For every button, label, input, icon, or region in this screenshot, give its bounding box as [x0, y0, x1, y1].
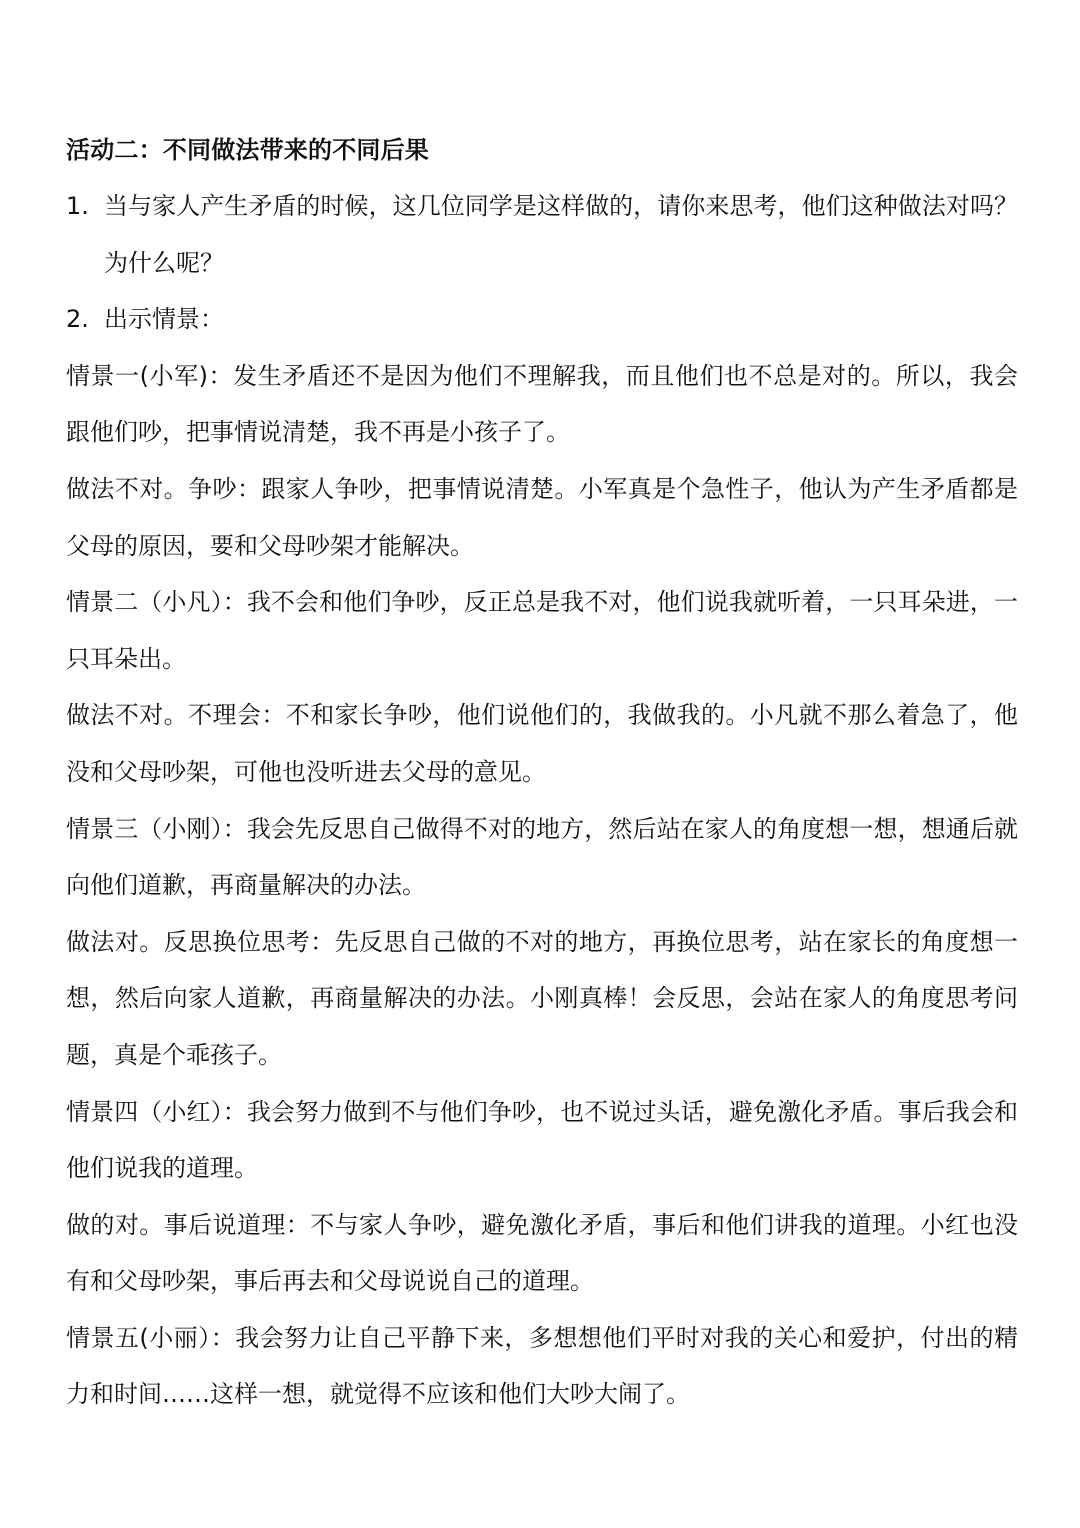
- activity-heading: 活动二：不同做法带来的不同后果: [66, 136, 429, 164]
- scenario-2: 情景二（小凡）：我不会和他们争吵，反正总是我不对，他们说我就听着，一只耳朵进，一只耳朵出。: [66, 588, 1018, 673]
- list-number: 1.: [66, 192, 89, 220]
- comment-3: 做法对。反思换位思考：先反思自己做的不对的地方，再换位思考，站在家长的角度想一想，然后向家人道歉，再商量解决的办法。小刚真棒！会反思，会站在家人的角度思考问题，真是个乖孩子。: [66, 927, 1018, 1069]
- list-number: 2.: [66, 305, 89, 334]
- scenario-5: 情景五(小丽）：我会努力让自己平静下来，多想想他们平时对我的关心和爱护，付出的精力和时间……这样一想，就觉得不应该和他们大吵大闹了。: [66, 1323, 1018, 1409]
- comment-2: 做法不对。不理会：不和家长争吵，他们说他们的，我做我的。小凡就不那么着急了，他没和父母吵架，可他也没听进去父母的意见。: [66, 701, 1018, 786]
- scenario-4: 情景四（小红）：我会努力做到不与他们争吵，也不说过头话，避免激化矛盾。事后我会和他们说我的道理。: [66, 1097, 1018, 1183]
- list-item-1: [66, 178, 1018, 291]
- document-page: [66, 122, 1018, 1423]
- comment-1: 做法不对。争吵：跟家人争吵，把事情说清楚。小军真是个急性子，他认为产生矛盾都是父母的原因，要和父母吵架才能解决。: [66, 474, 1018, 560]
- comment-4: 做的对。事后说道理：不与家人争吵，避免激化矛盾，事后和他们讲我的道理。小红也没有和父母吵架，事后再去和父母说说自己的道理。: [66, 1210, 1018, 1296]
- list-text: 出示情景：: [104, 305, 224, 334]
- scenario-3: 情景三（小刚）：我会先反思自己做得不对的地方，然后站在家人的角度想一想，想通后就向他们道歉，再商量解决的办法。: [66, 814, 1018, 900]
- list-item-2: [66, 291, 1018, 348]
- list-text: 当与家人产生矛盾的时候，这几位同学是这样做的，请你来思考，他们这种做法对吗？为什么呢？: [104, 192, 1018, 277]
- scenario-1: 情景一(小军)：发生矛盾还不是因为他们不理解我，而且他们也不总是对的。所以，我会跟他们吵，把事情说清楚，我不再是小孩子了。: [66, 361, 1018, 447]
